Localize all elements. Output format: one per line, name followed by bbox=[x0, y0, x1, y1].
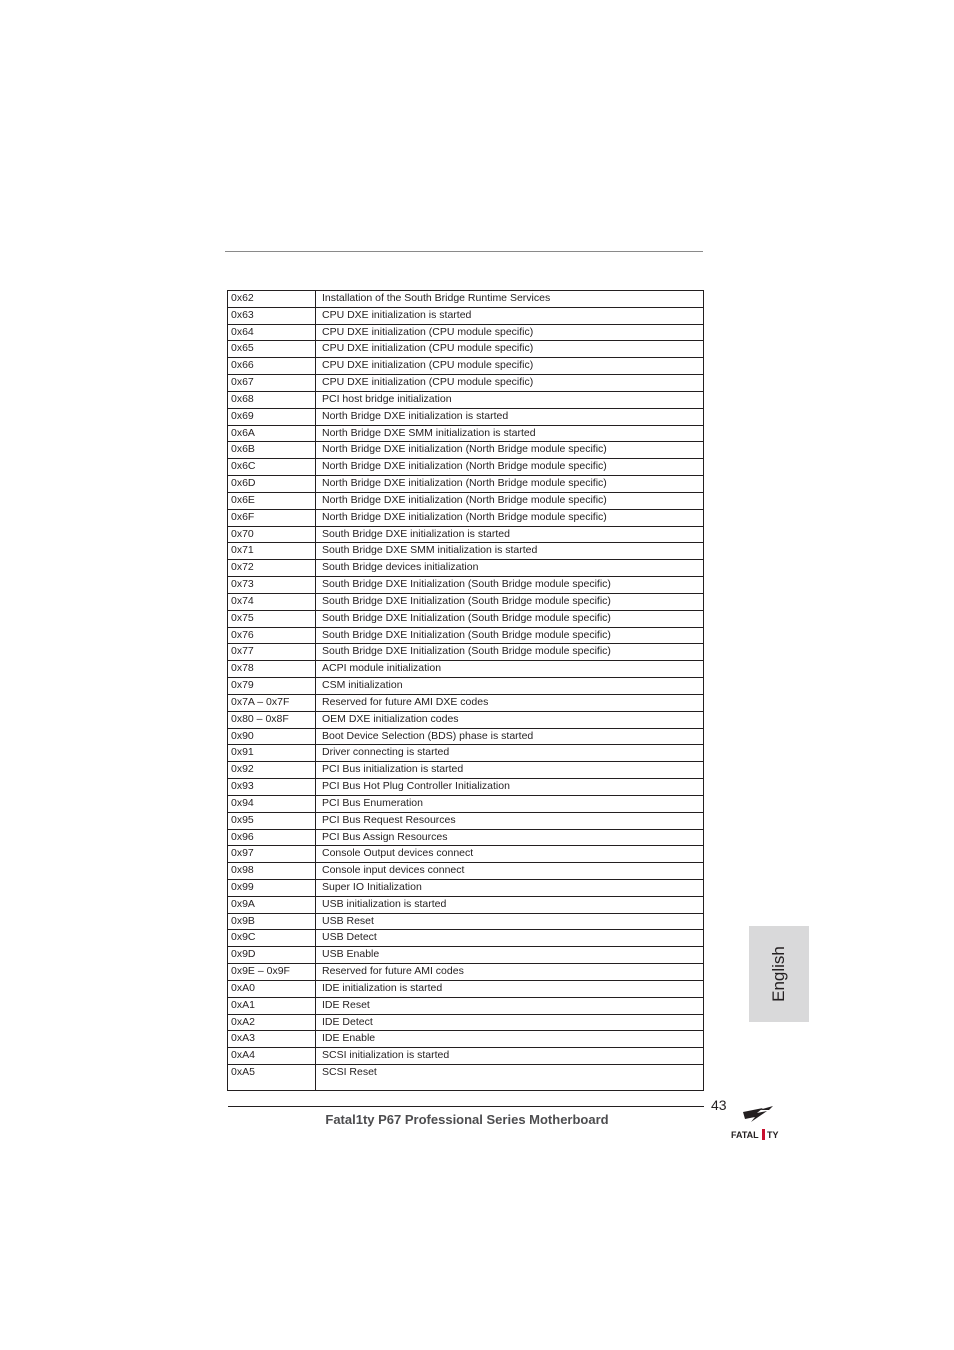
post-code-cell: 0x73 bbox=[228, 577, 316, 593]
post-code-cell: 0x6E bbox=[228, 493, 316, 509]
post-code-cell: 0x9D bbox=[228, 947, 316, 963]
post-code-cell: 0x98 bbox=[228, 863, 316, 879]
svg-text:TY: TY bbox=[767, 1130, 779, 1140]
post-code-cell: 0x6C bbox=[228, 459, 316, 475]
table-row bbox=[228, 1031, 703, 1048]
table-row bbox=[228, 678, 703, 695]
description-cell: USB Enable bbox=[322, 948, 380, 961]
description-cell: Console input devices connect bbox=[322, 864, 465, 877]
post-code-cell: 0xA2 bbox=[228, 1015, 316, 1031]
description-cell: PCI Bus initialization is started bbox=[322, 763, 464, 776]
description-cell: OEM DXE initialization codes bbox=[322, 712, 459, 725]
table-row bbox=[228, 729, 703, 746]
description-cell: CPU DXE initialization (CPU module specific) bbox=[322, 359, 534, 372]
description-cell: Super IO Initialization bbox=[322, 880, 422, 893]
post-code-table bbox=[227, 290, 704, 1091]
post-code-cell: 0x65 bbox=[228, 341, 316, 357]
post-code-cell: 0x77 bbox=[228, 644, 316, 660]
post-code-cell: 0x9A bbox=[228, 897, 316, 913]
description-cell: CPU DXE initialization (CPU module specific) bbox=[322, 342, 534, 355]
description-cell: North Bridge DXE SMM initialization is started bbox=[322, 426, 536, 439]
post-code-cell: 0x62 bbox=[228, 291, 316, 307]
post-code-cell: 0x95 bbox=[228, 813, 316, 829]
table-row bbox=[228, 308, 703, 325]
table-row bbox=[228, 409, 703, 426]
post-code-cell: 0x7A – 0x7F bbox=[228, 695, 316, 711]
table-row bbox=[228, 325, 703, 342]
description-cell: Reserved for future AMI DXE codes bbox=[322, 695, 489, 708]
description-cell: USB Reset bbox=[322, 914, 374, 927]
description-cell: North Bridge DXE initialization (North Bridge module specific) bbox=[322, 443, 607, 456]
table-row bbox=[228, 998, 703, 1015]
table-row bbox=[228, 880, 703, 897]
description-cell: South Bridge DXE Initialization (South Bridge module specific) bbox=[322, 628, 611, 641]
table-row bbox=[228, 779, 703, 796]
table-row bbox=[228, 594, 703, 611]
post-code-cell: 0xA3 bbox=[228, 1031, 316, 1047]
description-cell: Driver connecting is started bbox=[322, 746, 450, 759]
post-code-cell: 0x72 bbox=[228, 560, 316, 576]
table-row bbox=[228, 392, 703, 409]
post-code-cell: 0x91 bbox=[228, 745, 316, 761]
description-cell: IDE initialization is started bbox=[322, 981, 443, 994]
table-row bbox=[228, 543, 703, 560]
post-code-cell: 0x75 bbox=[228, 611, 316, 627]
table-row bbox=[228, 510, 703, 527]
table-row bbox=[228, 762, 703, 779]
table-row bbox=[228, 813, 703, 830]
description-cell: IDE Reset bbox=[322, 998, 370, 1011]
description-cell: North Bridge DXE initialization (North Bridge module specific) bbox=[322, 493, 607, 506]
description-cell: USB Detect bbox=[322, 931, 377, 944]
post-code-cell: 0x92 bbox=[228, 762, 316, 778]
post-code-cell: 0x71 bbox=[228, 543, 316, 559]
description-cell: South Bridge devices initialization bbox=[322, 561, 479, 574]
description-cell: Console Output devices connect bbox=[322, 847, 474, 860]
post-code-cell: 0x97 bbox=[228, 846, 316, 862]
table-row bbox=[228, 1065, 703, 1090]
table-row bbox=[228, 375, 703, 392]
post-code-cell: 0x6F bbox=[228, 510, 316, 526]
post-code-cell: 0x68 bbox=[228, 392, 316, 408]
post-code-cell: 0x79 bbox=[228, 678, 316, 694]
table-row bbox=[228, 560, 703, 577]
post-code-cell: 0x69 bbox=[228, 409, 316, 425]
post-code-cell: 0x63 bbox=[228, 308, 316, 324]
post-code-cell: 0x6A bbox=[228, 426, 316, 442]
post-code-cell: 0x6B bbox=[228, 442, 316, 458]
table-row bbox=[228, 628, 703, 645]
post-code-cell: 0x96 bbox=[228, 830, 316, 846]
description-cell: IDE Detect bbox=[322, 1015, 373, 1028]
post-code-cell: 0x9B bbox=[228, 914, 316, 930]
description-cell: PCI host bridge initialization bbox=[322, 392, 452, 405]
post-code-cell: 0x78 bbox=[228, 661, 316, 677]
table-row bbox=[228, 695, 703, 712]
table-row bbox=[228, 442, 703, 459]
post-code-cell: 0x76 bbox=[228, 628, 316, 644]
table-row bbox=[228, 661, 703, 678]
table-row bbox=[228, 712, 703, 729]
language-tab bbox=[749, 926, 809, 1022]
table-row bbox=[228, 914, 703, 931]
description-cell: South Bridge DXE initialization is started bbox=[322, 527, 510, 540]
fatal1ty-logo-icon bbox=[729, 1104, 787, 1144]
post-code-cell: 0x99 bbox=[228, 880, 316, 896]
header-divider bbox=[225, 251, 703, 252]
description-cell: CPU DXE initialization (CPU module specific) bbox=[322, 376, 534, 389]
table-row bbox=[228, 745, 703, 762]
description-cell: South Bridge DXE Initialization (South Bridge module specific) bbox=[322, 645, 611, 658]
language-tab-label: English bbox=[769, 946, 788, 1002]
post-code-cell: 0xA5 bbox=[228, 1065, 316, 1090]
table-row bbox=[228, 358, 703, 375]
description-cell: SCSI initialization is started bbox=[322, 1049, 450, 1062]
table-row bbox=[228, 644, 703, 661]
svg-text:FATAL: FATAL bbox=[731, 1130, 759, 1140]
table-row bbox=[228, 1015, 703, 1032]
table-row bbox=[228, 341, 703, 358]
description-cell: South Bridge DXE SMM initialization is started bbox=[322, 544, 538, 557]
table-row bbox=[228, 830, 703, 847]
table-row bbox=[228, 577, 703, 594]
description-cell: Reserved for future AMI codes bbox=[322, 965, 464, 978]
description-cell: South Bridge DXE Initialization (South Bridge module specific) bbox=[322, 578, 611, 591]
description-cell: North Bridge DXE initialization (North Bridge module specific) bbox=[322, 460, 607, 473]
page-number: 43 bbox=[711, 1097, 727, 1113]
post-code-cell: 0xA4 bbox=[228, 1048, 316, 1064]
table-row bbox=[228, 459, 703, 476]
description-cell: PCI Bus Request Resources bbox=[322, 813, 456, 826]
post-code-cell: 0x93 bbox=[228, 779, 316, 795]
description-cell: PCI Bus Assign Resources bbox=[322, 830, 448, 843]
post-code-cell: 0x66 bbox=[228, 358, 316, 374]
description-cell: USB initialization is started bbox=[322, 897, 447, 910]
table-row bbox=[228, 426, 703, 443]
table-row bbox=[228, 981, 703, 998]
description-cell: PCI Bus Hot Plug Controller Initialization bbox=[322, 780, 510, 793]
description-cell: North Bridge DXE initialization is started bbox=[322, 409, 509, 422]
table-row bbox=[228, 964, 703, 981]
post-code-cell: 0x6D bbox=[228, 476, 316, 492]
post-code-cell: 0x74 bbox=[228, 594, 316, 610]
table-row bbox=[228, 947, 703, 964]
table-row bbox=[228, 846, 703, 863]
description-cell: South Bridge DXE Initialization (South Bridge module specific) bbox=[322, 594, 611, 607]
description-cell: CPU DXE initialization is started bbox=[322, 308, 472, 321]
post-code-cell: 0x80 – 0x8F bbox=[228, 712, 316, 728]
post-code-cell: 0x64 bbox=[228, 325, 316, 341]
table-row bbox=[228, 527, 703, 544]
description-cell: North Bridge DXE initialization (North Bridge module specific) bbox=[322, 477, 607, 490]
post-code-cell: 0x70 bbox=[228, 527, 316, 543]
footer-divider bbox=[228, 1106, 704, 1107]
description-cell: CPU DXE initialization (CPU module specific) bbox=[322, 325, 534, 338]
table-row bbox=[228, 897, 703, 914]
post-code-cell: 0x94 bbox=[228, 796, 316, 812]
description-cell: CSM initialization bbox=[322, 679, 403, 692]
table-row bbox=[228, 611, 703, 628]
description-cell: South Bridge DXE Initialization (South Bridge module specific) bbox=[322, 611, 611, 624]
post-code-cell: 0x9C bbox=[228, 930, 316, 946]
table-row bbox=[228, 493, 703, 510]
table-row bbox=[228, 1048, 703, 1065]
table-row bbox=[228, 796, 703, 813]
description-cell: ACPI module initialization bbox=[322, 662, 442, 675]
description-cell: PCI Bus Enumeration bbox=[322, 796, 423, 809]
post-code-cell: 0x67 bbox=[228, 375, 316, 391]
table-row bbox=[228, 291, 703, 308]
description-cell: Installation of the South Bridge Runtime Services bbox=[322, 292, 551, 304]
post-code-cell: 0x9E – 0x9F bbox=[228, 964, 316, 980]
description-cell: IDE Enable bbox=[322, 1032, 376, 1045]
description-cell: Boot Device Selection (BDS) phase is started bbox=[322, 729, 534, 742]
table-row bbox=[228, 476, 703, 493]
post-code-cell: 0xA1 bbox=[228, 998, 316, 1014]
table-row bbox=[228, 863, 703, 880]
description-cell: North Bridge DXE initialization (North Bridge module specific) bbox=[322, 510, 607, 523]
description-cell: SCSI Reset bbox=[322, 1066, 377, 1079]
footer-title: Fatal1ty P67 Professional Series Motherboard bbox=[325, 1112, 609, 1127]
post-code-cell: 0x90 bbox=[228, 729, 316, 745]
table-row bbox=[228, 930, 703, 947]
post-code-cell: 0xA0 bbox=[228, 981, 316, 997]
